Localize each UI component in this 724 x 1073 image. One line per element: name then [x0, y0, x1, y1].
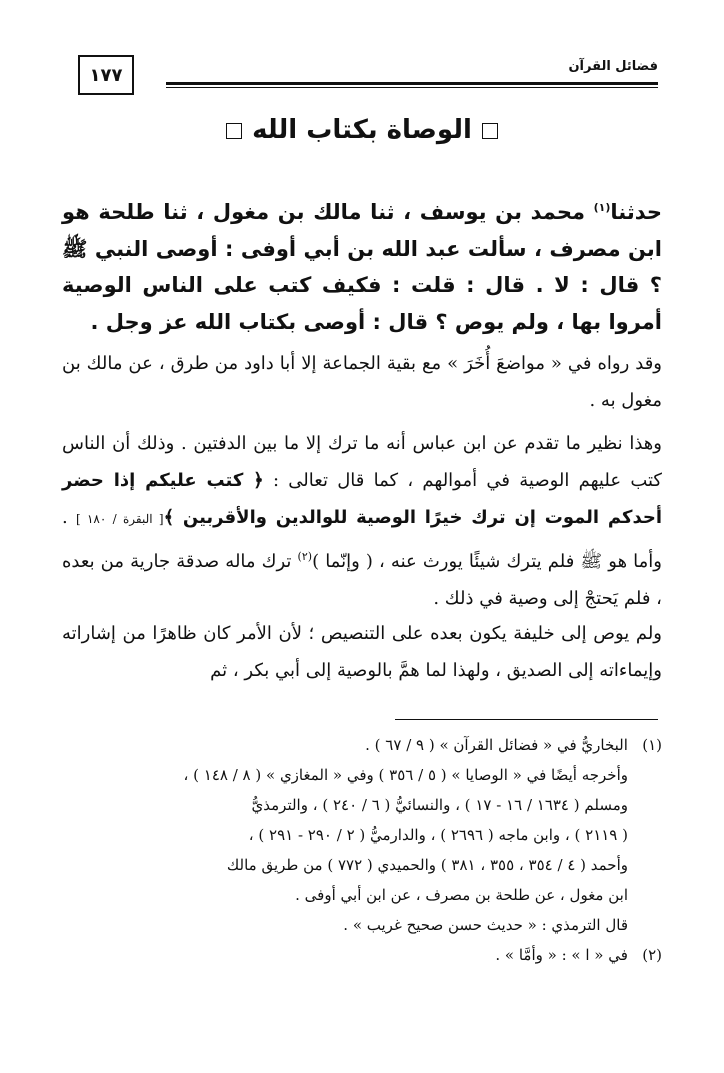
footnote-2-number: (٢)	[642, 946, 662, 964]
paragraph-1: وقد رواه في « مواضعَ أُخَرَ » مع بقية الجماعة إلا أبا داود من طرق ، عن مالك بن مغول به .	[62, 353, 662, 411]
hadith-body: محمد بن يوسف ، ثنا مالك بن مغول ، ثنا طلحة هو ابن مصرف ، سألت عبد الله بن أبي أوفى : أوصى النبي ﷺ ؟ قال : لا . قال : قلت : فكيف كتب على الناس الوصية أمروا بها ، ولم يوص ؟ قال : أوصى بكتاب الله عز وجل .	[62, 200, 662, 334]
paragraph-3: ولم يوص إلى خليفة يكون بعده على التنصيص ؛ لأن الأمر كان ظاهرًا من إشاراته وإيماءاته إلى الصديق ، ولهذا لما همَّ بالوصية إلى أبي بكر ، ثم	[62, 623, 662, 681]
footnote-1-line-6: ابن مغول ، عن طلحة بن مصرف ، عن ابن أبي أوفى .	[295, 886, 628, 904]
verse-reference: [ البقرة / ١٨٠ ]	[75, 512, 164, 526]
footnote-1-line-5: وأحمد ( ٤ / ٣٥٤ ، ٣٥٥ ، ٣٨١ ) والحميدي ( ٧٧٢ ) من طريق مالك	[226, 856, 628, 874]
footnote-1-line-7: قال الترمذي : « حديث حسن صحيح غريب » .	[343, 916, 628, 934]
quran-verse: ﴿ كتب عليكم إذا حضر أحدكم الموت إن ترك خيرًا الوصية للوالدين والأقربين ﴾	[62, 470, 662, 528]
chapter-title-text: الوصاة بكتاب الله	[252, 115, 472, 145]
footnote-1-line-1	[62, 730, 662, 760]
footnotes	[62, 730, 662, 970]
footnote-1-line-4: ( ٢١١٩ ) ، وابن ماجه ( ٢٦٩٦ ) ، والدارميُّ ( ٢ / ٢٩٠ - ٢٩١ ) ،	[248, 826, 628, 844]
footnote-1-line-2: وأخرجه أيضًا في « الوصايا » ( ٥ / ٣٥٦ ) وفي « المغازي » ( ٨ / ١٤٨ ) ،	[183, 766, 628, 784]
paragraph-2-part-c: ترك ماله صدقة جارية من بعده ، فلم يَحتجْ إلى وصية في ذلك .	[62, 551, 662, 609]
footnote-1-text: البخاريُّ في « فضائل القرآن » ( ٩ / ٦٧ ) .	[365, 736, 628, 754]
header-rule	[166, 82, 658, 85]
paragraph-2-part-a: وهذا نظير ما تقدم عن ابن عباس أنه ما ترك إلا ما بين الدفتين . وذلك أن الناس كتب عليهم الوصية في أموالهم ، كما قال تعالى :	[62, 433, 662, 491]
footnote-2-text: في « ا » : « وأمَّا » .	[495, 946, 628, 964]
hadith-lead: حدثنا	[610, 200, 662, 224]
footnote-separator	[395, 719, 658, 720]
square-ornament-icon	[226, 123, 242, 139]
header-rule-thin	[166, 87, 658, 88]
footnote-1-number: (١)	[642, 736, 662, 754]
page-number: ١٧٧	[78, 55, 134, 95]
footnote-2-line-1	[62, 940, 662, 970]
footnote-mark-1: (١)	[593, 201, 611, 214]
running-title: فضائل القرآن	[568, 59, 658, 74]
footnote-mark-2: (٢)	[297, 550, 313, 563]
paragraph-2	[62, 425, 662, 617]
square-ornament-icon	[482, 123, 498, 139]
footnote-1-line-3: ومسلم ( ١٦٣٤ / ١٦ - ١٧ ) ، والنسائيُّ ( ٦ / ٢٤٠ ) ، والترمذيُّ	[251, 796, 628, 814]
page-header	[78, 55, 658, 105]
paragraph-2-part-b: . وأما هو ﷺ فلم يترك شيئًا يورث عنه ، ( وإنّما )	[62, 507, 662, 572]
hadith-text	[62, 190, 662, 340]
chapter-title	[0, 115, 724, 159]
